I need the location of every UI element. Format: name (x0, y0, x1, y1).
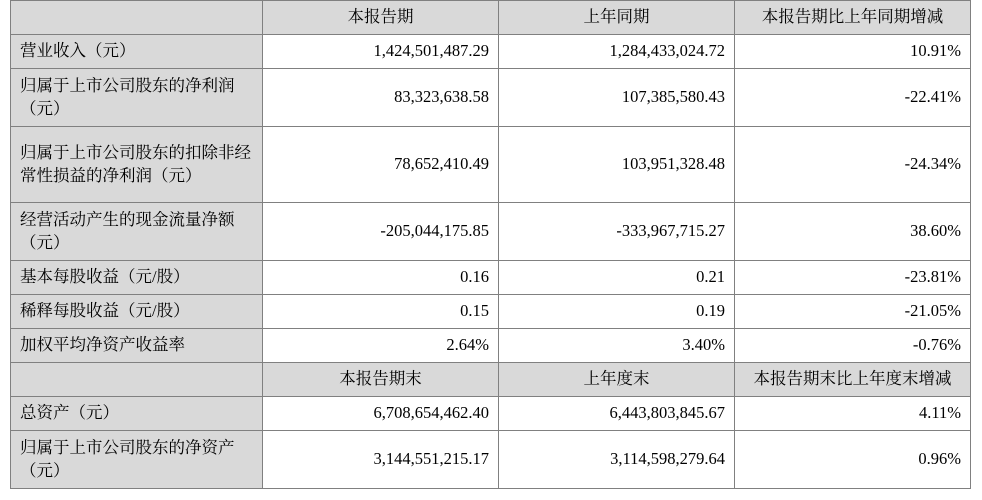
table-row (11, 203, 971, 261)
row-previous-value: 1,284,433,024.72 (499, 35, 735, 69)
row-change-value: 38.60% (735, 203, 971, 261)
table-row (11, 329, 971, 363)
row-previous-value: 0.21 (499, 261, 735, 295)
row-label: 总资产（元） (11, 397, 263, 431)
table-row (11, 35, 971, 69)
table-row (11, 261, 971, 295)
row-label: 归属于上市公司股东的净资产（元） (11, 431, 263, 489)
header-change-period: 本报告期比上年同期增减 (735, 1, 971, 35)
table-row (11, 397, 971, 431)
row-current-value: 2.64% (263, 329, 499, 363)
row-change-value: -21.05% (735, 295, 971, 329)
table-row (11, 127, 971, 203)
row-change-value: -0.76% (735, 329, 971, 363)
header-blank-cell (11, 363, 263, 397)
row-current-value: 1,424,501,487.29 (263, 35, 499, 69)
table-row (11, 295, 971, 329)
row-change-value: 10.91% (735, 35, 971, 69)
header-change-endperiod: 本报告期末比上年度末增减 (735, 363, 971, 397)
row-change-value: 4.11% (735, 397, 971, 431)
row-previous-value: 3.40% (499, 329, 735, 363)
row-current-value: 6,708,654,462.40 (263, 397, 499, 431)
row-previous-value: 107,385,580.43 (499, 69, 735, 127)
row-current-value: 3,144,551,215.17 (263, 431, 499, 489)
row-current-value: 0.16 (263, 261, 499, 295)
table-header-period (11, 1, 971, 35)
row-current-value: 0.15 (263, 295, 499, 329)
row-label: 基本每股收益（元/股） (11, 261, 263, 295)
header-blank-cell (11, 1, 263, 35)
row-previous-value: 0.19 (499, 295, 735, 329)
row-current-value: -205,044,175.85 (263, 203, 499, 261)
header-previous-period: 上年同期 (499, 1, 735, 35)
row-label: 稀释每股收益（元/股） (11, 295, 263, 329)
header-previous-endperiod: 上年度末 (499, 363, 735, 397)
row-previous-value: 6,443,803,845.67 (499, 397, 735, 431)
row-change-value: 0.96% (735, 431, 971, 489)
row-label: 营业收入（元） (11, 35, 263, 69)
financial-summary-table (10, 0, 971, 489)
row-previous-value: 103,951,328.48 (499, 127, 735, 203)
row-previous-value: -333,967,715.27 (499, 203, 735, 261)
row-label: 归属于上市公司股东的净利润（元） (11, 69, 263, 127)
header-current-endperiod: 本报告期末 (263, 363, 499, 397)
row-previous-value: 3,114,598,279.64 (499, 431, 735, 489)
table-row (11, 431, 971, 489)
row-change-value: -22.41% (735, 69, 971, 127)
row-label: 加权平均净资产收益率 (11, 329, 263, 363)
row-change-value: -23.81% (735, 261, 971, 295)
header-current-period: 本报告期 (263, 1, 499, 35)
row-label: 经营活动产生的现金流量净额（元） (11, 203, 263, 261)
row-label: 归属于上市公司股东的扣除非经常性损益的净利润（元） (11, 127, 263, 203)
row-current-value: 83,323,638.58 (263, 69, 499, 127)
table-row (11, 69, 971, 127)
table-header-endperiod (11, 363, 971, 397)
row-change-value: -24.34% (735, 127, 971, 203)
row-current-value: 78,652,410.49 (263, 127, 499, 203)
